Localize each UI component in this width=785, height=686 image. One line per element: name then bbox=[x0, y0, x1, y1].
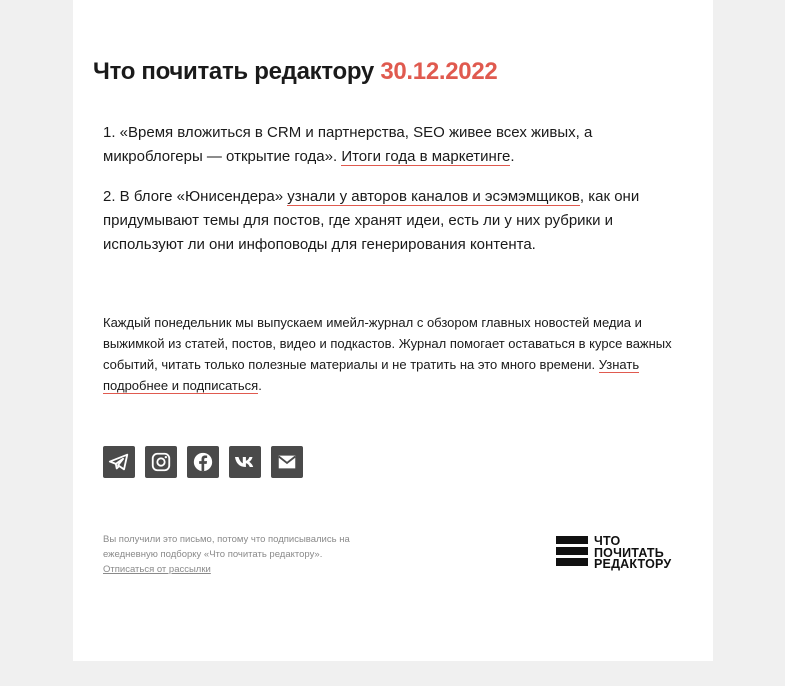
brand-logo bbox=[556, 536, 671, 571]
footer-text: Вы получили это письмо, потому что подписывались на ежедневную подборку «Что почитать редактору». bbox=[103, 534, 350, 560]
title-date: 30.12.2022 bbox=[380, 58, 498, 85]
email-icon bbox=[276, 451, 298, 473]
logo-line: ЧТО bbox=[594, 534, 621, 548]
logo-text bbox=[594, 536, 671, 571]
subscribe-link[interactable]: Узнать подробнее и подписаться bbox=[103, 357, 640, 393]
facebook-icon bbox=[192, 451, 214, 473]
news-item-link[interactable]: узнали у авторов каналов и эсэмэмщиков bbox=[287, 188, 580, 205]
about-text-after: . bbox=[258, 378, 262, 393]
email-card bbox=[73, 0, 713, 661]
telegram-button[interactable] bbox=[103, 446, 135, 478]
unsubscribe-link[interactable]: Отписаться от рассылки bbox=[103, 564, 211, 575]
title-text: Что почитать редактору bbox=[93, 58, 374, 85]
news-item-link[interactable]: Итоги года в маркетинге bbox=[341, 148, 511, 165]
logo-line: ПОЧИТАТЬ bbox=[594, 545, 664, 560]
instagram-button[interactable] bbox=[145, 446, 177, 478]
news-item-text: 2. В блоге «Юнисендера» bbox=[103, 188, 288, 205]
news-item-text: 1. «Время вложиться в CRM и партнерства, SEO живее всех живых, а микроблогеры — открытие года». bbox=[103, 124, 593, 165]
logo-bars-icon bbox=[556, 536, 588, 569]
vk-icon bbox=[233, 450, 257, 474]
social-links bbox=[103, 446, 313, 478]
page-title bbox=[93, 58, 497, 86]
facebook-button[interactable] bbox=[187, 446, 219, 478]
email-button[interactable] bbox=[271, 446, 303, 478]
news-item-text-after: , как они придумывают темы для постов, где хранят идеи, есть ли у них рубрики и используют ли они инфоповоды для генерирования контента. bbox=[103, 188, 640, 253]
about-paragraph bbox=[103, 312, 693, 396]
telegram-icon bbox=[108, 451, 130, 473]
news-item-2 bbox=[103, 185, 693, 257]
logo-line: РЕДАКТОРУ bbox=[594, 557, 672, 571]
about-text: Каждый понедельник мы выпускаем имейл-журнал с обзором главных новостей медиа и выжимкой из статей, постов, видео и подкастов. Журнал помогает оставаться в курсе важных событий, читать только полезные материалы и не тратить на это много времени. bbox=[103, 315, 672, 372]
vk-button[interactable] bbox=[229, 446, 261, 478]
footer-note bbox=[103, 532, 393, 577]
news-item-1 bbox=[103, 121, 693, 169]
news-item-text-after: . bbox=[510, 148, 515, 165]
news-list bbox=[103, 121, 693, 273]
instagram-icon bbox=[150, 451, 172, 473]
